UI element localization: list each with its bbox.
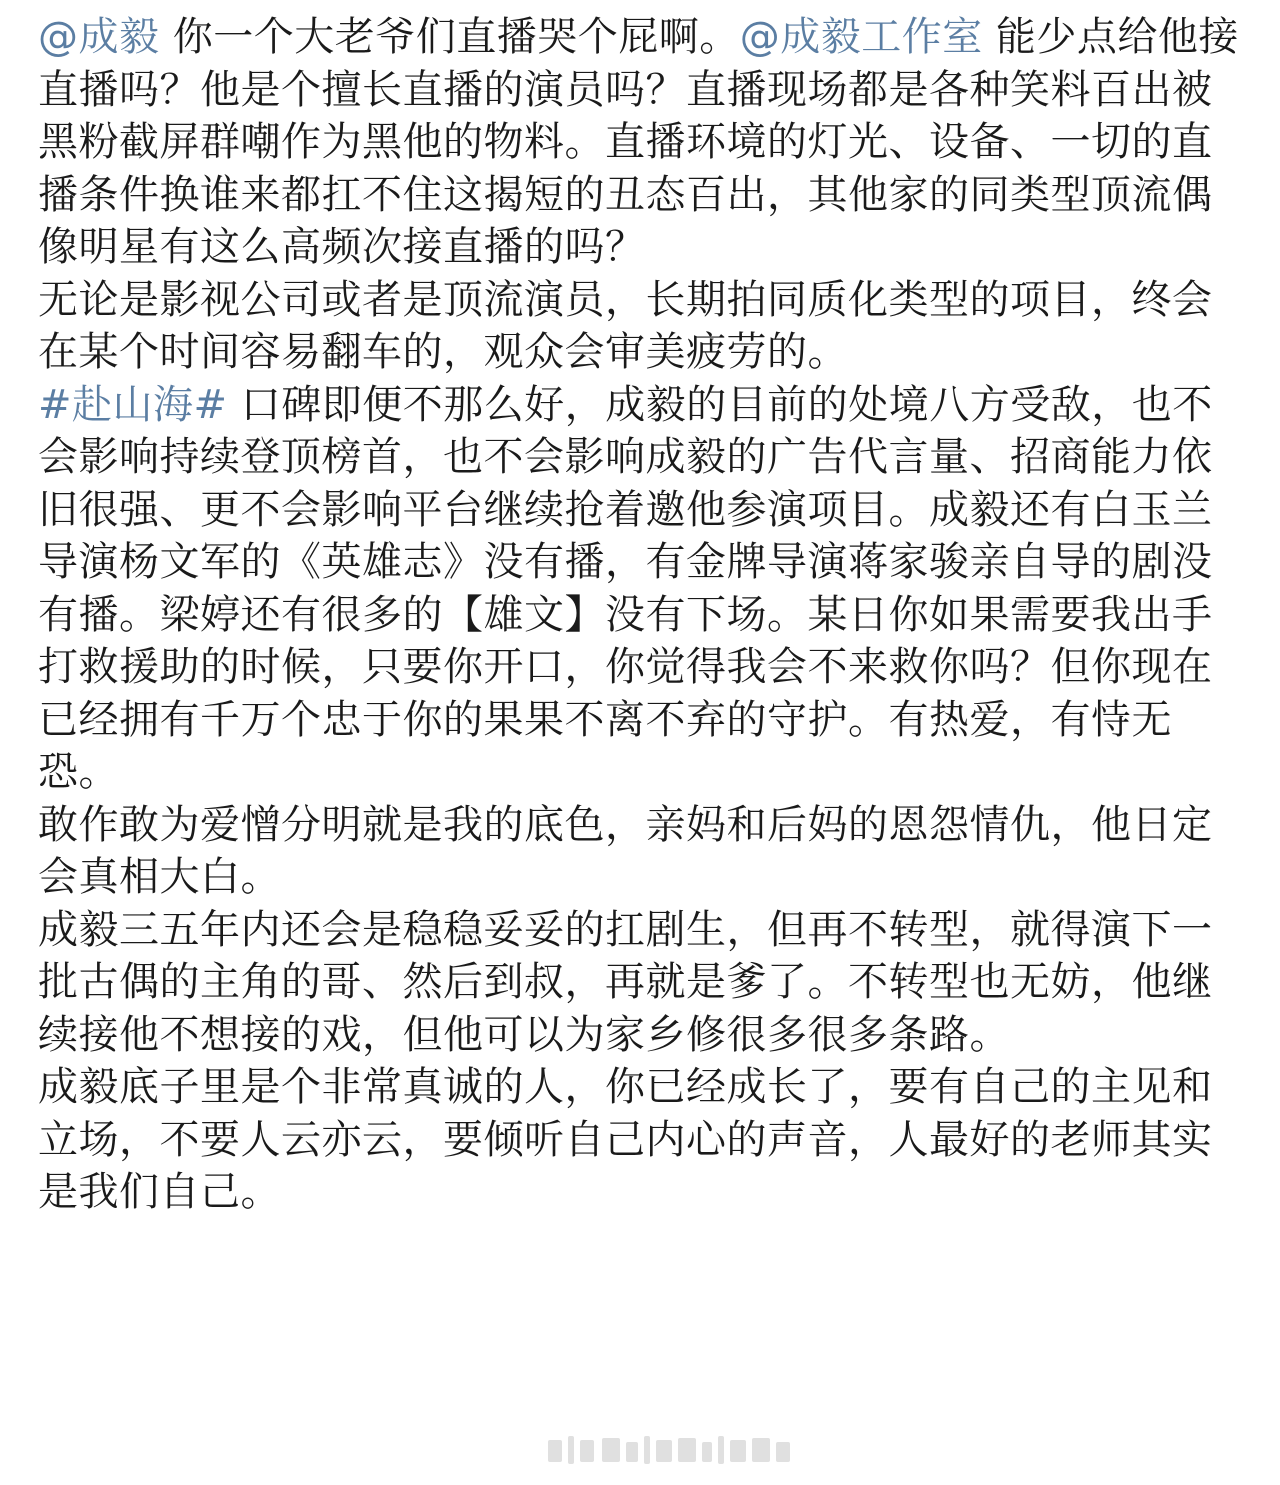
post-paragraph <box>38 379 1248 799</box>
post-text: 你一个大老爷们直播哭个屁啊。 <box>159 14 740 60</box>
post-text: 敢作敢为爱憎分明就是我的底色，亲妈和后妈的恩怨情仇，他日定会真相大白。 <box>38 801 1213 900</box>
post-text: 能少点给他接直播吗？他是个擅长直播的演员吗？直播现场都是各种笑料百出被黑粉截屏群嘲作为黑他的物料。直播环境的灯光、设备、一切的直播条件换谁来都扛不住这揭短的丑态百出，其他家的同类型顶流偶像明星有这么高频次接直播的吗？ <box>38 14 1239 270</box>
mention-link[interactable]: @成毅 <box>38 14 160 60</box>
post-text: 成毅三五年内还会是稳稳妥妥的扛剧生，但再不转型，就得演下一批古偶的主角的哥、然后到叔，再就是爹了。不转型也无妨，他继续接他不想接的戏，但他可以为家乡修很多很多条路。 <box>38 906 1213 1058</box>
post-body <box>38 11 1248 1219</box>
post-text: 成毅底子里是个非常真诚的人，你已经成长了，要有自己的主见和立场，不要人云亦云，要倾听自己内心的声音，人最好的老师其实是我们自己。 <box>38 1064 1213 1215</box>
post-paragraph <box>38 11 1248 274</box>
post-paragraph <box>38 799 1248 904</box>
watermark-logo <box>548 1430 798 1470</box>
post-paragraph <box>38 1061 1248 1219</box>
hashtag-link[interactable]: #赴山海# <box>38 381 228 428</box>
post-text: 口碑即便不那么好，成毅的目前的处境八方受敌，也不会影响持续登顶榜首，也不会影响成毅的广告代言量、招商能力依旧很强、更不会影响平台继续抢着邀他参演项目。成毅还有白玉兰导演杨文军的《英雄志》没有播，有金牌导演蒋家骏亲自导的剧没有播。梁婷还有很多的【雄文】没有下场。某日你如果需要我出手打救援助的时候，只要你开口，你觉得我会不来救你吗？但你现在已经拥有千万个忠于你的果果不离不弃的守护。有热爱，有恃无恐。 <box>38 381 1213 795</box>
post-paragraph <box>38 904 1248 1062</box>
post-text: 无论是影视公司或者是顶流演员，长期拍同质化类型的项目，终会在某个时间容易翻车的，观众会审美疲劳的。 <box>38 276 1213 375</box>
post-paragraph <box>38 274 1248 379</box>
mention-link[interactable]: @成毅工作室 <box>739 14 983 60</box>
